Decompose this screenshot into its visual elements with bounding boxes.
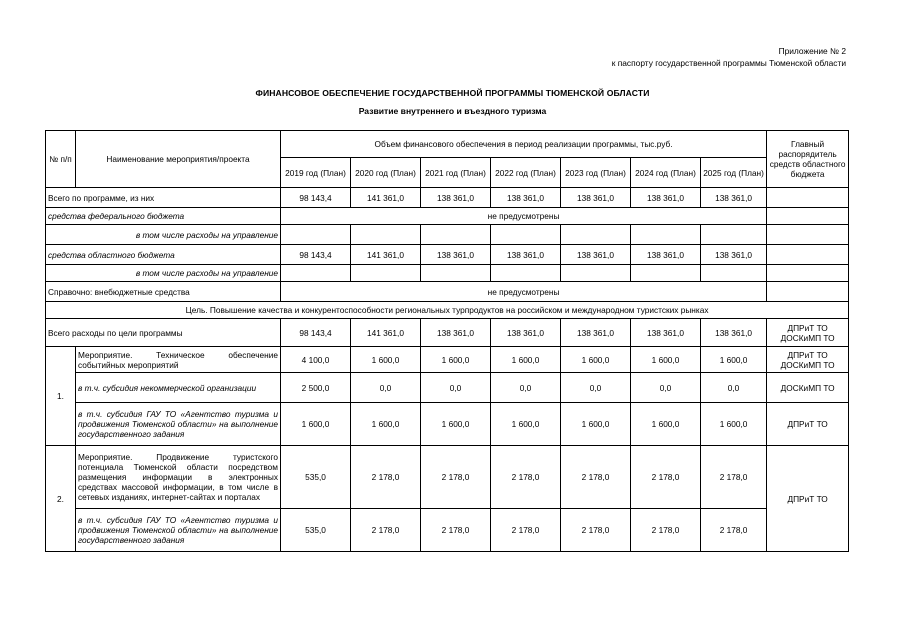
- table-row: [46, 509, 849, 552]
- cell-empty: [561, 265, 631, 282]
- header-year: 2020 год (План): [351, 158, 421, 188]
- cell-empty: [631, 225, 701, 245]
- cell-value: 2 178,0: [561, 509, 631, 552]
- cell-manager: ДПРиТ ТО: [767, 403, 849, 446]
- header-year: 2023 год (План): [561, 158, 631, 188]
- cell-value: 98 143,4: [281, 319, 351, 347]
- row-label: в том числе расходы на управление: [46, 265, 281, 282]
- cell-empty: [281, 265, 351, 282]
- header-year: 2019 год (План): [281, 158, 351, 188]
- cell-value: 1 600,0: [701, 347, 767, 373]
- cell-value: 1 600,0: [491, 403, 561, 446]
- cell-value: 1 600,0: [701, 403, 767, 446]
- header-volume: Объем финансового обеспечения в период реализации программы, тыс.руб.: [281, 131, 767, 158]
- cell-empty: [701, 265, 767, 282]
- cell-empty: [491, 225, 561, 245]
- cell-manager: ДПРиТ ТО: [767, 446, 849, 552]
- cell-value: 138 361,0: [421, 245, 491, 265]
- cell-value: 141 361,0: [351, 245, 421, 265]
- header-year: 2021 год (План): [421, 158, 491, 188]
- row-label: в т.ч. субсидия ГАУ ТО «Агентство туризма и продвижения Тюменской области» на выполнение государственного задания: [76, 403, 281, 446]
- cell-value: 138 361,0: [421, 319, 491, 347]
- table-row: [46, 225, 849, 245]
- cell-note: не предусмотрены: [281, 282, 767, 302]
- row-label: Всего расходы по цели программы: [46, 319, 281, 347]
- cell-empty: [421, 225, 491, 245]
- cell-value: 1 600,0: [421, 347, 491, 373]
- cell-empty: [767, 245, 849, 265]
- table-row: [46, 446, 849, 509]
- header-year: 2024 год (План): [631, 158, 701, 188]
- cell-empty: [767, 282, 849, 302]
- cell-value: 138 361,0: [631, 188, 701, 208]
- table-row: [46, 403, 849, 446]
- row-label: в том числе расходы на управление: [46, 225, 281, 245]
- cell-value: 2 178,0: [421, 446, 491, 509]
- financing-table: [45, 130, 849, 552]
- cell-value: 0,0: [491, 373, 561, 403]
- cell-note: не предусмотрены: [281, 208, 767, 225]
- cell-value: 138 361,0: [701, 188, 767, 208]
- cell-value: 1 600,0: [631, 403, 701, 446]
- table-row: [46, 282, 849, 302]
- cell-value: 138 361,0: [631, 245, 701, 265]
- document-title: ФИНАНСОВОЕ ОБЕСПЕЧЕНИЕ ГОСУДАРСТВЕННОЙ ПРОГРАММЫ ТЮМЕНСКОЙ ОБЛАСТИ: [255, 88, 650, 98]
- cell-empty: [281, 225, 351, 245]
- cell-value: 98 143,4: [281, 245, 351, 265]
- cell-manager: ДПРиТ ТО ДОСКиМП ТО: [767, 319, 849, 347]
- cell-empty: [351, 225, 421, 245]
- table-row: [46, 373, 849, 403]
- row-label: Всего по программе, из них: [46, 188, 281, 208]
- cell-value: 138 361,0: [491, 188, 561, 208]
- row-label: Справочно: внебюджетные средства: [46, 282, 281, 302]
- header-year: 2022 год (План): [491, 158, 561, 188]
- cell-manager: ДПРиТ ТО ДОСКиМП ТО: [767, 347, 849, 373]
- cell-value: 0,0: [561, 373, 631, 403]
- cell-value: 2 500,0: [281, 373, 351, 403]
- header-year: 2025 год (План): [701, 158, 767, 188]
- header-row: [46, 131, 849, 158]
- cell-value: 535,0: [281, 509, 351, 552]
- cell-manager: ДОСКиМП ТО: [767, 373, 849, 403]
- goal-text: Цель. Повышение качества и конкурентоспособности региональных турпродуктов на российском и международном туристских рынках: [46, 302, 849, 319]
- cell-empty: [351, 265, 421, 282]
- cell-empty: [631, 265, 701, 282]
- cell-value: 1 600,0: [351, 347, 421, 373]
- cell-value: 1 600,0: [631, 347, 701, 373]
- cell-value: 2 178,0: [561, 446, 631, 509]
- cell-value: 2 178,0: [491, 509, 561, 552]
- cell-value: 1 600,0: [561, 403, 631, 446]
- cell-empty: [421, 265, 491, 282]
- row-number: 2.: [46, 446, 76, 552]
- cell-value: 2 178,0: [421, 509, 491, 552]
- cell-value: 141 361,0: [351, 319, 421, 347]
- cell-value: 2 178,0: [351, 446, 421, 509]
- document-subtitle: Развитие внутреннего и въездного туризма: [358, 106, 547, 116]
- table-row: [46, 208, 849, 225]
- table-row: [46, 319, 849, 347]
- appendix-line-1: Приложение № 2: [778, 46, 846, 56]
- cell-value: 0,0: [631, 373, 701, 403]
- cell-value: 141 361,0: [351, 188, 421, 208]
- cell-value: 138 361,0: [491, 319, 561, 347]
- row-label: в т.ч. субсидия ГАУ ТО «Агентство туризма и продвижения Тюменской области» на выполнение государственного задания: [76, 509, 281, 552]
- cell-empty: [701, 225, 767, 245]
- cell-value: 98 143,4: [281, 188, 351, 208]
- cell-value: 1 600,0: [281, 403, 351, 446]
- row-number: 1.: [46, 347, 76, 446]
- cell-value: 138 361,0: [701, 319, 767, 347]
- cell-value: 2 178,0: [631, 446, 701, 509]
- cell-empty: [767, 188, 849, 208]
- table-row: [46, 265, 849, 282]
- header-num: № п/п: [46, 131, 76, 188]
- cell-value: 138 361,0: [491, 245, 561, 265]
- cell-value: 138 361,0: [561, 245, 631, 265]
- cell-value: 2 178,0: [351, 509, 421, 552]
- cell-value: 138 361,0: [631, 319, 701, 347]
- table-row: [46, 188, 849, 208]
- cell-empty: [767, 225, 849, 245]
- cell-empty: [491, 265, 561, 282]
- cell-value: 1 600,0: [561, 347, 631, 373]
- row-label: Мероприятие. Продвижение туристского потенциала Тюменской области посредством размещения информации в электронных средствах массовой информации, в том числе в сетевых изданиях, интернет-сайтах и порталах: [76, 446, 281, 509]
- cell-value: 0,0: [701, 373, 767, 403]
- cell-empty: [561, 225, 631, 245]
- cell-value: 0,0: [421, 373, 491, 403]
- header-name: Наименование мероприятия/проекта: [76, 131, 281, 188]
- cell-value: 2 178,0: [701, 509, 767, 552]
- cell-value: 138 361,0: [561, 188, 631, 208]
- cell-value: 4 100,0: [281, 347, 351, 373]
- cell-value: 535,0: [281, 446, 351, 509]
- cell-value: 0,0: [351, 373, 421, 403]
- cell-value: 1 600,0: [351, 403, 421, 446]
- cell-value: 138 361,0: [561, 319, 631, 347]
- header-manager: Главный распорядитель средств областного бюджета: [767, 131, 849, 188]
- appendix-line-2: к паспорту государственной программы Тюменской области: [611, 57, 846, 68]
- row-label: в т.ч. субсидия некоммерческой организации: [76, 373, 281, 403]
- row-label: средства федерального бюджета: [46, 208, 281, 225]
- table-row: [46, 347, 849, 373]
- cell-value: 138 361,0: [701, 245, 767, 265]
- cell-value: 1 600,0: [491, 347, 561, 373]
- cell-value: 2 178,0: [701, 446, 767, 509]
- cell-value: 2 178,0: [491, 446, 561, 509]
- appendix-note: [612, 46, 846, 69]
- table-row: [46, 245, 849, 265]
- cell-value: 1 600,0: [421, 403, 491, 446]
- row-label: средства областного бюджета: [46, 245, 281, 265]
- goal-row: [46, 302, 849, 319]
- row-label: Мероприятие. Техническое обеспечение событийных мероприятий: [76, 347, 281, 373]
- cell-empty: [767, 208, 849, 225]
- cell-value: 2 178,0: [631, 509, 701, 552]
- cell-empty: [767, 265, 849, 282]
- cell-value: 138 361,0: [421, 188, 491, 208]
